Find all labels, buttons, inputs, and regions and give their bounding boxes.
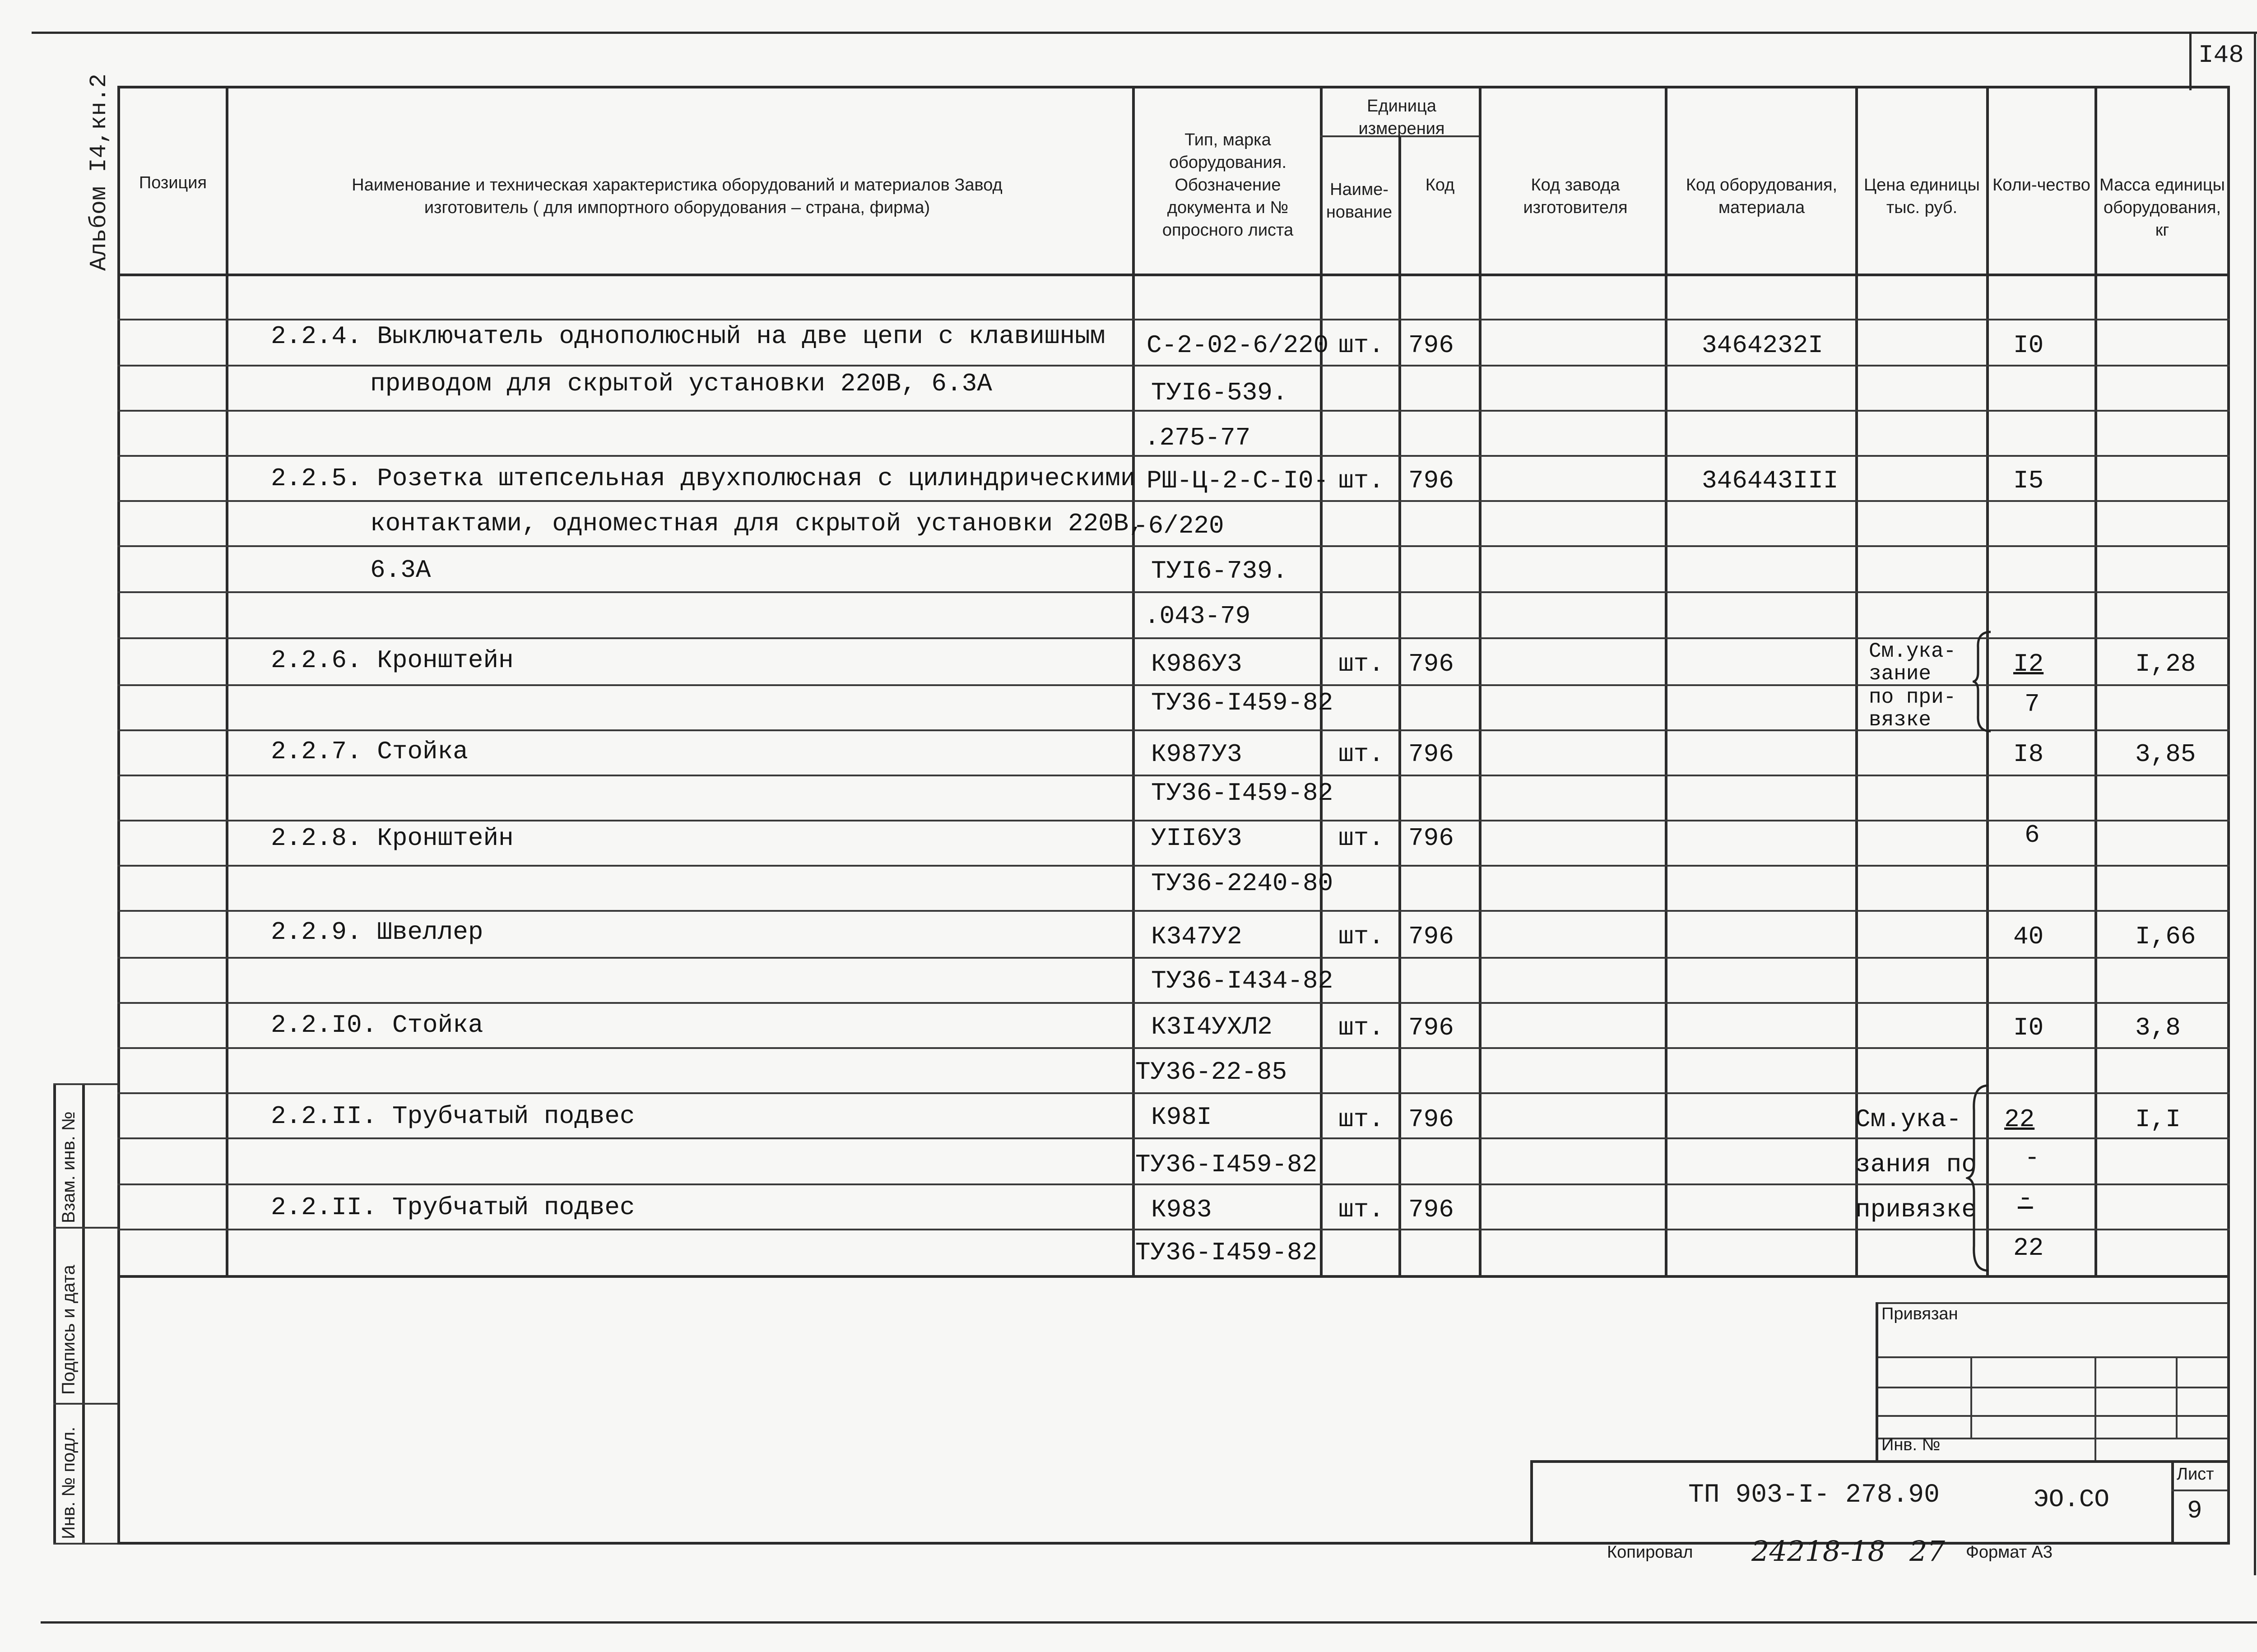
row-type: РШ-Ц-2-С-I0- <box>1147 466 1329 495</box>
row-line <box>117 1137 2230 1139</box>
stamp-bound-label: Привязан <box>1881 1304 1958 1323</box>
row-unit: шт. <box>1338 650 1384 678</box>
row-type: ТУ36-I434-82 <box>1151 966 1333 995</box>
row-eq-code: 3464232I <box>1702 331 1823 360</box>
margin-line <box>53 1403 117 1405</box>
row-type: К98I <box>1151 1103 1212 1132</box>
header-equipment-code: Код оборудования, материала <box>1686 176 1838 217</box>
title-block-left-line <box>1530 1460 1533 1545</box>
margin-line <box>53 1227 117 1229</box>
row-line <box>117 455 2230 457</box>
row-code: 796 <box>1408 1195 1454 1224</box>
row-qty: I8 <box>2013 740 2044 769</box>
bottom-border-line <box>41 1621 2257 1624</box>
header-position: Позиция <box>139 173 207 192</box>
row-type: .275-77 <box>1144 423 1251 452</box>
row-unit: шт. <box>1338 824 1384 853</box>
margin-line <box>53 1083 117 1085</box>
row-line <box>117 957 2230 959</box>
table-top-line <box>117 86 2230 88</box>
row-code: 796 <box>1408 1105 1454 1134</box>
row-mass: 3,8 <box>2135 1013 2181 1042</box>
right-border-line <box>2254 32 2256 1575</box>
col-line-10 <box>2227 86 2230 1278</box>
col-line-3 <box>1320 86 1323 1278</box>
footer-copy-page: 27 <box>1909 1535 1945 1568</box>
row-eq-code: 346443III <box>1702 466 1839 495</box>
header-quantity: Коли-чество <box>1992 176 2090 195</box>
row-qty: I0 <box>2013 1013 2044 1042</box>
row-price: См.ука- зание <box>1869 640 1956 686</box>
stamp-line <box>1876 1302 2228 1304</box>
row-type: ТУ36-I459-82 <box>1151 779 1333 807</box>
header-factory-code: Код завода изготовителя <box>1523 176 1628 217</box>
stamp-line <box>2176 1356 2178 1438</box>
stamp-sheet-number: 9 <box>2187 1496 2202 1525</box>
page-number: I48 <box>2198 41 2244 70</box>
stamp-line <box>1876 1387 2228 1388</box>
row-type: ТУ36-22-85 <box>1135 1058 1287 1086</box>
stamp-line <box>1876 1356 2228 1358</box>
row-code: 796 <box>1408 824 1454 853</box>
row-name: 2.2.4. Выключатель однополюсный на две цепи с клавишным <box>271 322 1105 351</box>
row-type: ТУ36-I459-82 <box>1135 1238 1318 1267</box>
stamp-line <box>1876 1302 1878 1460</box>
header-unit-code: Код <box>1425 176 1455 195</box>
row-qty: - <box>2018 1184 2033 1213</box>
row-type: ТУ36-I459-82 <box>1151 688 1333 717</box>
margin-line <box>53 1083 56 1545</box>
stamp-sheet-label: Лист <box>2177 1465 2214 1484</box>
row-qty: I2 <box>2013 650 2044 678</box>
col-line-7 <box>1855 86 1858 1278</box>
row-type: ТУ36-I459-82 <box>1135 1150 1318 1179</box>
row-code: 796 <box>1408 1013 1454 1042</box>
title-block-top-line <box>1530 1460 2228 1463</box>
header-name: Наименование и техническая характеристика оборудований и материалов Завод изготовитель ( для импортного оборудования – страна, фирма) <box>352 176 1003 217</box>
margin-vzam: Взам. инв. № <box>59 1111 79 1223</box>
col-line-2 <box>1132 86 1135 1278</box>
table-header-bottom-line <box>117 274 2230 276</box>
row-mass: I,28 <box>2135 650 2196 678</box>
col-line-9 <box>2094 86 2097 1278</box>
row-type: ТУI6-539. <box>1151 378 1288 407</box>
row-name: 2.2.9. Швеллер <box>271 918 483 947</box>
row-type: К3I4УХЛ2 <box>1151 1012 1272 1041</box>
row-line <box>117 637 2230 639</box>
col-line-1 <box>226 86 228 1278</box>
row-unit: шт. <box>1338 740 1384 769</box>
row-line <box>117 1047 2230 1049</box>
row-unit: шт. <box>1338 1013 1384 1042</box>
row-mass: I,66 <box>2135 922 2196 951</box>
row-qty: 22 <box>2013 1234 2044 1262</box>
row-type: К986У3 <box>1151 650 1242 678</box>
row-qty: 7 <box>2025 690 2040 719</box>
margin-line <box>82 1083 85 1545</box>
table-left-line <box>117 86 120 1545</box>
title-block-sheet-line <box>2171 1460 2174 1545</box>
row-line <box>117 1092 2230 1094</box>
stamp-inv-label: Инв. № <box>1881 1435 1941 1454</box>
row-qty: 6 <box>2025 821 2040 849</box>
row-price: зания по <box>1855 1150 1977 1179</box>
footer-format-label: Формат А3 <box>1966 1543 2053 1562</box>
row-line <box>117 365 2230 367</box>
row-code: 796 <box>1408 740 1454 769</box>
row-line <box>117 591 2230 593</box>
row-code: 796 <box>1408 922 1454 951</box>
row-type: К983 <box>1151 1195 1212 1224</box>
row-name: 2.2.II. Трубчатый подвес <box>271 1193 635 1222</box>
row-qty: 22 <box>2004 1105 2035 1134</box>
row-name: 2.2.I0. Стойка <box>271 1011 483 1039</box>
row-price: по при- вязке <box>1869 686 1956 732</box>
frame-right-line <box>2227 1275 2230 1545</box>
stamp-line <box>1970 1356 1972 1438</box>
top-border-line <box>32 32 2257 34</box>
row-name: 2.2.8. Кронштейн <box>271 824 514 853</box>
stamp-line <box>1876 1415 2228 1417</box>
brace-mark <box>1973 630 2000 733</box>
row-unit: шт. <box>1338 1195 1384 1224</box>
row-line <box>117 865 2230 867</box>
row-name: 2.2.7. Стойка <box>271 737 468 766</box>
row-name: контактами, одноместная для скрытой установки 220В, <box>370 509 1144 538</box>
row-unit: шт. <box>1338 922 1384 951</box>
row-qty: 40 <box>2013 922 2044 951</box>
row-code: 796 <box>1408 650 1454 678</box>
row-line <box>117 820 2230 821</box>
header-unit-group: Единица измерения <box>1358 97 1445 138</box>
row-name: 2.2.II. Трубчатый подвес <box>271 1102 635 1131</box>
margin-signature: Подпись и дата <box>59 1265 79 1395</box>
row-code: 796 <box>1408 331 1454 360</box>
row-qty: I0 <box>2013 331 2044 360</box>
row-qty: I5 <box>2013 466 2044 495</box>
row-line <box>117 1229 2230 1230</box>
row-unit: шт. <box>1338 331 1384 360</box>
header-mass: Масса единицы оборудования, кг <box>2099 176 2225 240</box>
page-number-box-left <box>2189 32 2192 90</box>
row-name: 6.3А <box>370 556 431 585</box>
row-name: 2.2.6. Кронштейн <box>271 646 514 675</box>
row-type: -6/220 <box>1133 511 1224 540</box>
row-qty: - <box>2025 1143 2040 1172</box>
row-line <box>117 775 2230 776</box>
row-name: приводом для скрытой установки 220В, 6.3А <box>370 369 992 398</box>
margin-line <box>53 1543 117 1545</box>
row-line <box>117 1002 2230 1004</box>
stamp-line <box>2094 1356 2096 1460</box>
title-block-sheet-divider <box>2171 1490 2228 1491</box>
album-label: Альбом I4,кн.2 <box>86 74 112 271</box>
row-type: К987У3 <box>1151 740 1242 769</box>
header-price: Цена единицы тыс. руб. <box>1864 176 1980 217</box>
row-type: С-2-02-6/220 <box>1147 331 1329 360</box>
row-type: ТУI6-739. <box>1151 557 1288 585</box>
col-line-6 <box>1665 86 1667 1278</box>
row-mass: 3,85 <box>2135 740 2196 769</box>
table-bottom-line <box>117 1275 2230 1278</box>
row-price: привязке <box>1855 1195 1977 1224</box>
col-line-4 <box>1398 135 1401 1278</box>
row-type: К347У2 <box>1151 922 1242 951</box>
margin-inv-podl: Инв. № подл. <box>59 1426 79 1539</box>
footer-copied-label: Копировал <box>1607 1543 1693 1562</box>
row-price: См.ука- <box>1855 1105 1962 1134</box>
footer-copy-number: 24218-18 <box>1751 1535 1886 1568</box>
row-line <box>117 410 2230 412</box>
row-line <box>117 500 2230 502</box>
row-line <box>117 910 2230 912</box>
row-unit: шт. <box>1338 466 1384 495</box>
row-line <box>117 1183 2230 1185</box>
header-unit-name: Наиме-нование <box>1326 180 1393 222</box>
stamp-designation: ТП 903-I- 278.90 <box>1688 1480 1940 1510</box>
row-mass: I,I <box>2135 1105 2181 1134</box>
row-type: .043-79 <box>1144 602 1251 631</box>
row-unit: шт. <box>1338 1105 1384 1134</box>
brace-mark <box>1966 1083 1997 1273</box>
row-line <box>117 545 2230 547</box>
stamp-section: ЭО.СО <box>2034 1485 2110 1514</box>
col-line-5 <box>1479 86 1481 1278</box>
row-name: 2.2.5. Розетка штепсельная двухполюсная с цилиндрическими <box>271 464 1136 493</box>
header-type: Тип, марка оборудования. Обозначение документа и № опросного листа <box>1162 130 1294 240</box>
row-type: УII6У3 <box>1151 824 1242 853</box>
row-code: 796 <box>1408 466 1454 495</box>
row-type: ТУ36-2240-80 <box>1151 869 1333 898</box>
